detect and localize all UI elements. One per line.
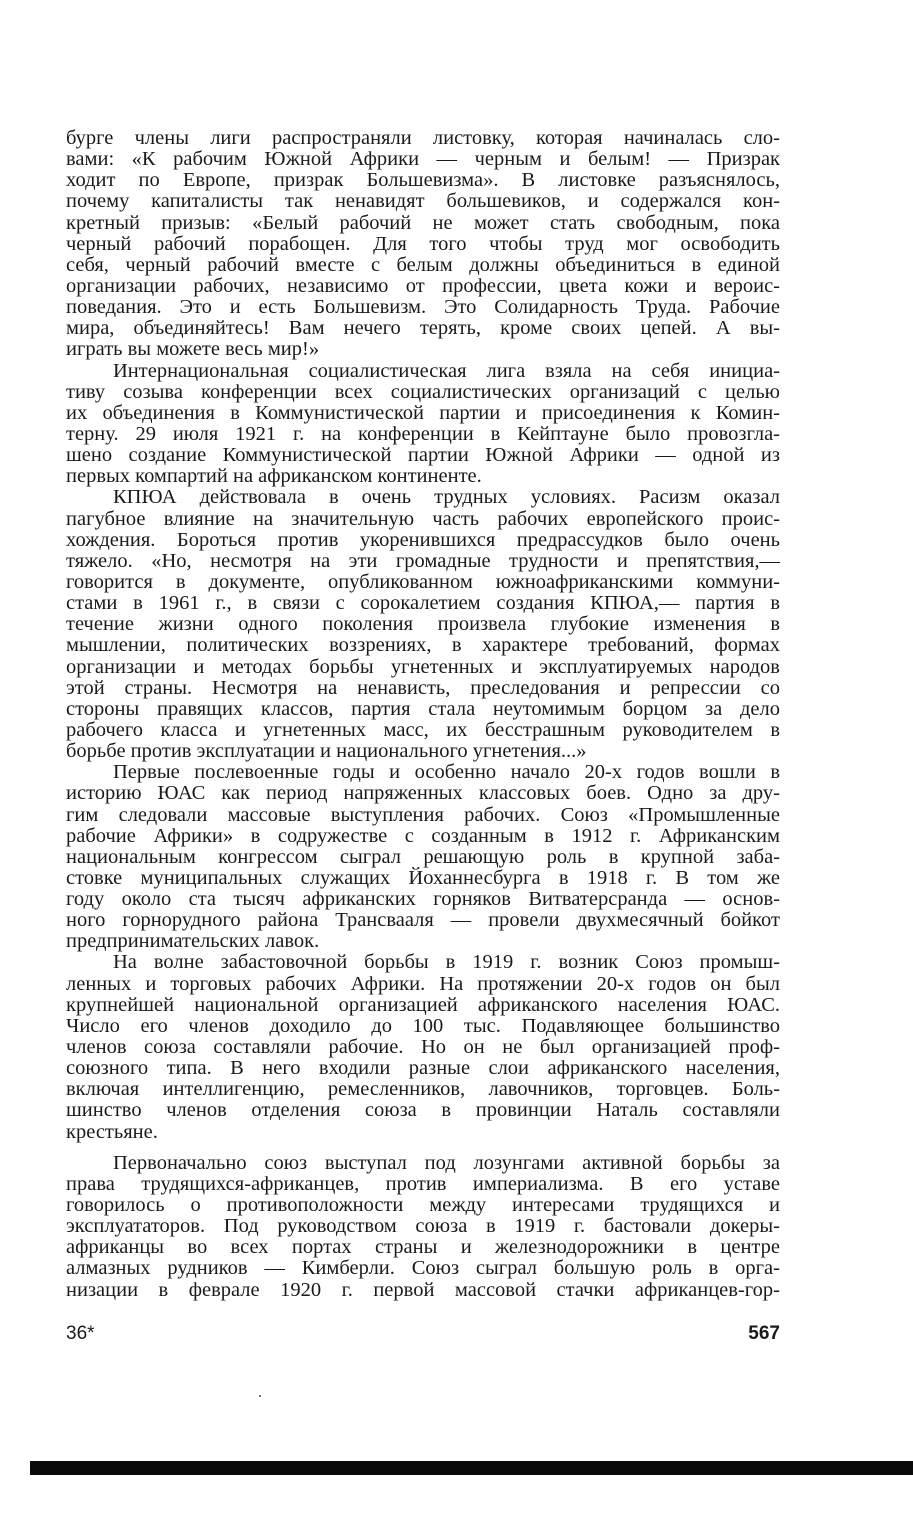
text-line: гим следовали массовые выступления рабочих. Союз «Промышленные xyxy=(66,803,780,826)
text-line: рабочие Африки» в содружестве с созданным в 1912 г. Африканским xyxy=(66,824,780,847)
text-line: ходит по Европе, призрак Большевизма». В листовке разъяснялось, xyxy=(66,169,780,192)
text-line: играть вы можете весь мир!» xyxy=(66,338,320,361)
text-line: включая интеллигенцию, ремесленников, лавочников, торговцев. Боль- xyxy=(66,1078,780,1101)
text-line: Первоначально союз выступал под лозунгами активной борьбы за xyxy=(113,1151,780,1174)
text-line: предпринимательских лавок. xyxy=(66,930,320,953)
text-line: На волне забастовочной борьбы в 1919 г. возник Союз промыш- xyxy=(113,951,780,974)
text-line: черный рабочий порабощен. Для того чтобы труд мог освободить xyxy=(66,232,780,255)
text-line: поведания. Это и есть Большевизм. Это Солидарность Труда. Рабочие xyxy=(66,296,780,319)
text-line: течение жизни одного поколения произвела глубокие изменения в xyxy=(66,613,780,636)
text-line: КПЮА действовала в очень трудных условиях. Расизм оказал xyxy=(113,486,780,509)
text-line: эксплуататоров. Под руководством союза в 1919 г. бастовали докеры- xyxy=(66,1215,780,1238)
text-line: хождения. Бороться против укоренившихся предрассудков было очень xyxy=(66,528,780,551)
scan-edge-bar xyxy=(30,1461,913,1475)
text-line: шено создание Коммунистической партии Южной Африки — одной из xyxy=(66,444,780,467)
text-line: кретный призыв: «Белый рабочий не может стать свободным, пока xyxy=(66,211,780,234)
text-line: права трудящихся-африканцев, против империализма. В его уставе xyxy=(66,1172,780,1195)
text-line: почему капиталисты так ненавидят большевиков, и содержался кон- xyxy=(66,190,780,213)
text-line: терну. 29 июля 1921 г. на конференции в Кейптауне было провозгла- xyxy=(66,422,780,445)
page-text xyxy=(66,128,780,1301)
text-line: союзного типа. В него входили разные слои африканского населения, xyxy=(66,1057,780,1080)
text-line: первых компартий на африканском континенте. xyxy=(66,465,482,488)
paragraph xyxy=(66,487,780,762)
text-line: пагубное влияние на значительную часть рабочих европейского проис- xyxy=(66,507,780,530)
text-line: этой страны. Несмотря на ненависть, преследования и репрессии со xyxy=(66,676,780,699)
text-line: организации рабочих, независимо от профессии, цвета кожи и вероис- xyxy=(66,274,780,297)
text-line: шинство членов отделения союза в провинции Наталь составляли xyxy=(66,1099,780,1122)
paragraph xyxy=(66,128,780,361)
text-line: членов союза составляли рабочие. Но он не был организацией проф- xyxy=(66,1036,780,1059)
text-line: мышлении, политических воззрениях, в характере требований, формах xyxy=(66,634,780,657)
text-line: году около ста тысяч африканских горняков Витватерсранда — основ- xyxy=(66,888,780,911)
text-line: крестьяне. xyxy=(66,1120,158,1143)
text-line: стовке муниципальных служащих Йоханнесбурга в 1918 г. В том же xyxy=(66,866,780,889)
text-line: алмазных рудников — Кимберли. Союз сыграл большую роль в орга- xyxy=(66,1257,780,1280)
text-line: стороны правящих классов, партия стала неутомимым борцом за дело xyxy=(66,697,780,720)
paragraph xyxy=(66,952,780,1142)
text-line: организации и методах борьбы угнетенных и эксплуатируемых народов xyxy=(66,655,780,678)
text-line: их объединения в Коммунистической партии и присоединения к Комин- xyxy=(66,401,780,424)
paragraph xyxy=(66,762,780,952)
text-line: стами в 1961 г., в связи с сорокалетием создания КПЮА,— партия в xyxy=(66,592,780,615)
text-line: мира, объединяйтесь! Вам нечего терять, кроме своих цепей. А вы- xyxy=(66,317,780,340)
text-line: Число его членов доходило до 100 тыс. Подавляющее большинство xyxy=(66,1014,780,1037)
signature-mark: 36* xyxy=(66,1323,95,1344)
text-line: рабочего класса и угнетенных масс, их бесстрашным руководителем в xyxy=(66,718,780,741)
text-line: африканцы во всех портах страны и железнодорожники в центре xyxy=(66,1236,780,1259)
text-line: тиву созыва конференции всех социалистических организаций с целью xyxy=(66,380,780,403)
text-line: низации в феврале 1920 г. первой массовой стачки африканцев-гор- xyxy=(66,1278,780,1301)
text-line: борьбе против эксплуатации и национального угнетения...» xyxy=(66,740,587,763)
text-line: ного горнорудного района Трансвааля — провели двухмесячный бойкот xyxy=(66,909,780,932)
text-line: говорится в документе, опубликованном южноафриканскими коммуни- xyxy=(66,570,780,593)
text-line: крупнейшей национальной организацией африканского населения ЮАС. xyxy=(66,993,780,1016)
scan-speck xyxy=(259,1395,261,1397)
text-line: национальным конгрессом сыграл решающую роль в крупной заба- xyxy=(66,845,780,868)
text-line: говорилось о противоположности между интересами трудящихся и xyxy=(66,1194,780,1217)
text-line: себя, черный рабочий вместе с белым должны объединиться в единой xyxy=(66,253,780,276)
text-line: тяжело. «Но, несмотря на эти громадные трудности и препятствия,— xyxy=(66,549,780,572)
paragraph xyxy=(66,361,780,488)
text-line: вами: «К рабочим Южной Африки — черным и белым! — Призрак xyxy=(66,148,780,171)
text-line: бурге члены лиги распространяли листовку, которая начиналась сло- xyxy=(66,127,780,149)
text-line: Первые послевоенные годы и особенно начало 20-х годов вошли в xyxy=(113,761,780,784)
page-number: 567 xyxy=(748,1323,780,1344)
text-line: ленных и торговых рабочих Африки. На протяжении 20-х годов он был xyxy=(66,972,780,995)
text-line: историю ЮАС как период напряженных классовых боев. Одно за дру- xyxy=(66,782,780,805)
page-footer xyxy=(66,1323,780,1347)
text-line: Интернациональная социалистическая лига взяла на себя инициа- xyxy=(113,359,780,382)
paragraph xyxy=(66,1153,780,1301)
